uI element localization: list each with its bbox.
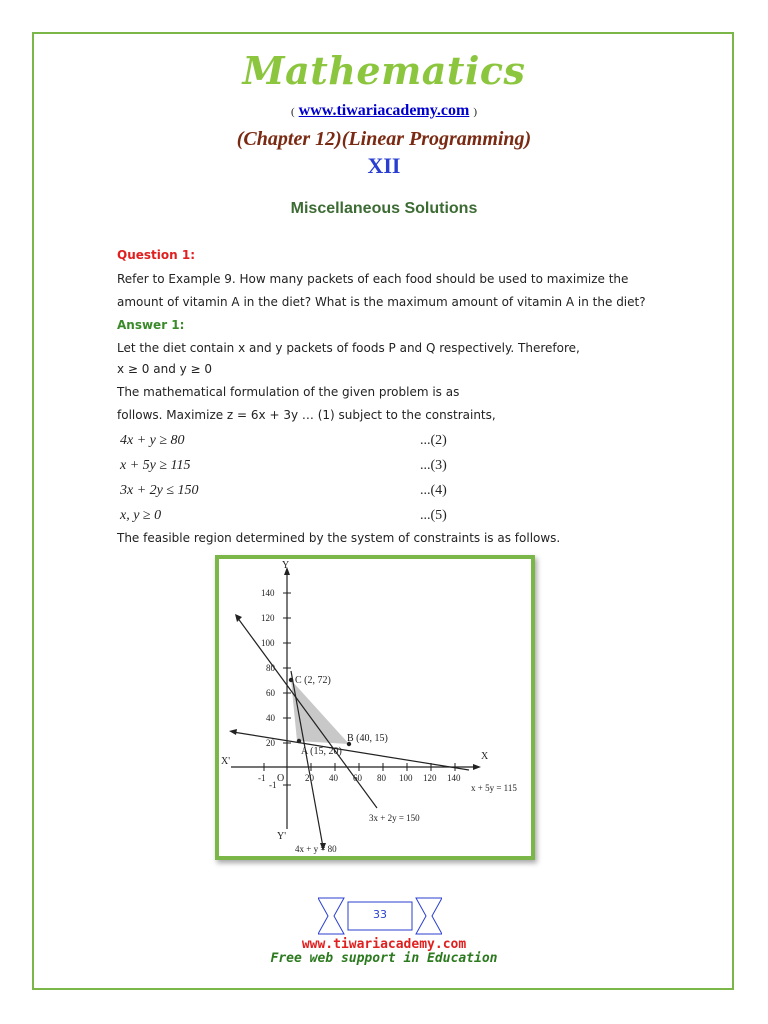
x-tick-100: 100: [399, 773, 413, 783]
constraint-expr-5: x, y ≥ 0: [120, 508, 162, 523]
x-tick-20: 20: [305, 773, 314, 783]
line-4x-y-80: [291, 671, 323, 847]
constraint-num-4: ...(4): [420, 483, 447, 498]
x-tick-120: 120: [423, 773, 437, 783]
constraint-expr-2: 4x + y ≥ 80: [120, 433, 185, 448]
y-tick-120: 120: [261, 613, 275, 623]
question-text-line-1: Refer to Example 9. How many packets of each food should be used to maximize the: [117, 272, 629, 286]
y-axis-label: Y: [282, 560, 290, 571]
point-c-marker: [289, 678, 293, 682]
x-tick-80: 80: [377, 773, 386, 783]
grade-label: XII: [367, 153, 401, 178]
y-tick-140: 140: [261, 588, 275, 598]
answer-text-line-2: x ≥ 0 and y ≥ 0: [117, 362, 213, 376]
chapter-title: (Chapter 12)(Linear Programming): [236, 128, 532, 150]
site-paren-open: (: [291, 106, 295, 118]
x-tick-140: 140: [447, 773, 461, 783]
feasible-region-graph: [215, 555, 535, 860]
x-tick-40: 40: [329, 773, 338, 783]
x-tick-60: 60: [353, 773, 362, 783]
y-tick-40: 40: [266, 713, 275, 723]
page-title: Mathematics: [242, 48, 526, 93]
origin-label: O: [277, 773, 285, 784]
point-a-marker: [297, 739, 301, 743]
graph-svg: [219, 559, 531, 856]
x-axis-arrow-icon: [473, 764, 481, 770]
site-link[interactable]: www.tiwariacademy.com: [298, 102, 470, 119]
x-tick-neg: -1: [258, 773, 266, 783]
y-tick-neg: -1: [269, 780, 277, 790]
line-x-5y-arrow-icon: [229, 729, 237, 735]
constraint-expr-4: 3x + 2y ≤ 150: [120, 483, 199, 498]
feasible-region: [291, 680, 349, 744]
x-axis-label: X: [481, 751, 489, 762]
y-tick-60: 60: [266, 688, 275, 698]
constraint-num-3: ...(3): [420, 458, 447, 473]
answer-text-line-3: The mathematical formulation of the given problem is as: [117, 385, 460, 399]
answer-text-line-1: Let the diet contain x and y packets of foods P and Q respectively. Therefore,: [117, 341, 580, 355]
point-a-label: A (15, 20): [301, 746, 342, 757]
footer-site-link[interactable]: www.tiwariacademy.com: [301, 937, 467, 952]
answer-text-line-5: The feasible region determined by the system of constraints is as follows.: [117, 531, 561, 545]
line-x-5y-label: x + 5y = 115: [471, 783, 517, 793]
footer-tagline: Free web support in Education: [270, 951, 498, 966]
point-c-label: C (2, 72): [295, 675, 331, 686]
y-tick-100: 100: [261, 638, 275, 648]
answer-label: Answer 1:: [117, 318, 185, 332]
answer-text-line-4: follows. Maximize z = 6x + 3y … (1) subject to the constraints,: [117, 408, 496, 422]
section-title: Miscellaneous Solutions: [290, 200, 478, 217]
constraint-num-2: ...(2): [420, 433, 447, 448]
question-text-line-2: amount of vitamin A in the diet? What is the maximum amount of vitamin A in the diet?: [117, 295, 646, 309]
line-3x-2y-label: 3x + 2y = 150: [369, 813, 420, 823]
y-tick-20: 20: [266, 738, 275, 748]
constraint-expr-3: x + 5y ≥ 115: [120, 458, 191, 473]
point-b-label: B (40, 15): [347, 733, 388, 744]
question-label: Question 1:: [117, 248, 195, 262]
constraint-num-5: ...(5): [420, 508, 447, 523]
line-4x-y-label: 4x + y = 80: [295, 844, 337, 854]
x-neg-label: X': [221, 756, 231, 767]
y-neg-label: Y': [277, 831, 287, 842]
site-paren-close: ): [473, 106, 477, 118]
site-link-header[interactable]: [0, 102, 768, 120]
page-number: 33: [373, 908, 387, 921]
line-3x-2y-arrow-icon: [235, 614, 242, 622]
y-tick-80: 80: [266, 663, 275, 673]
